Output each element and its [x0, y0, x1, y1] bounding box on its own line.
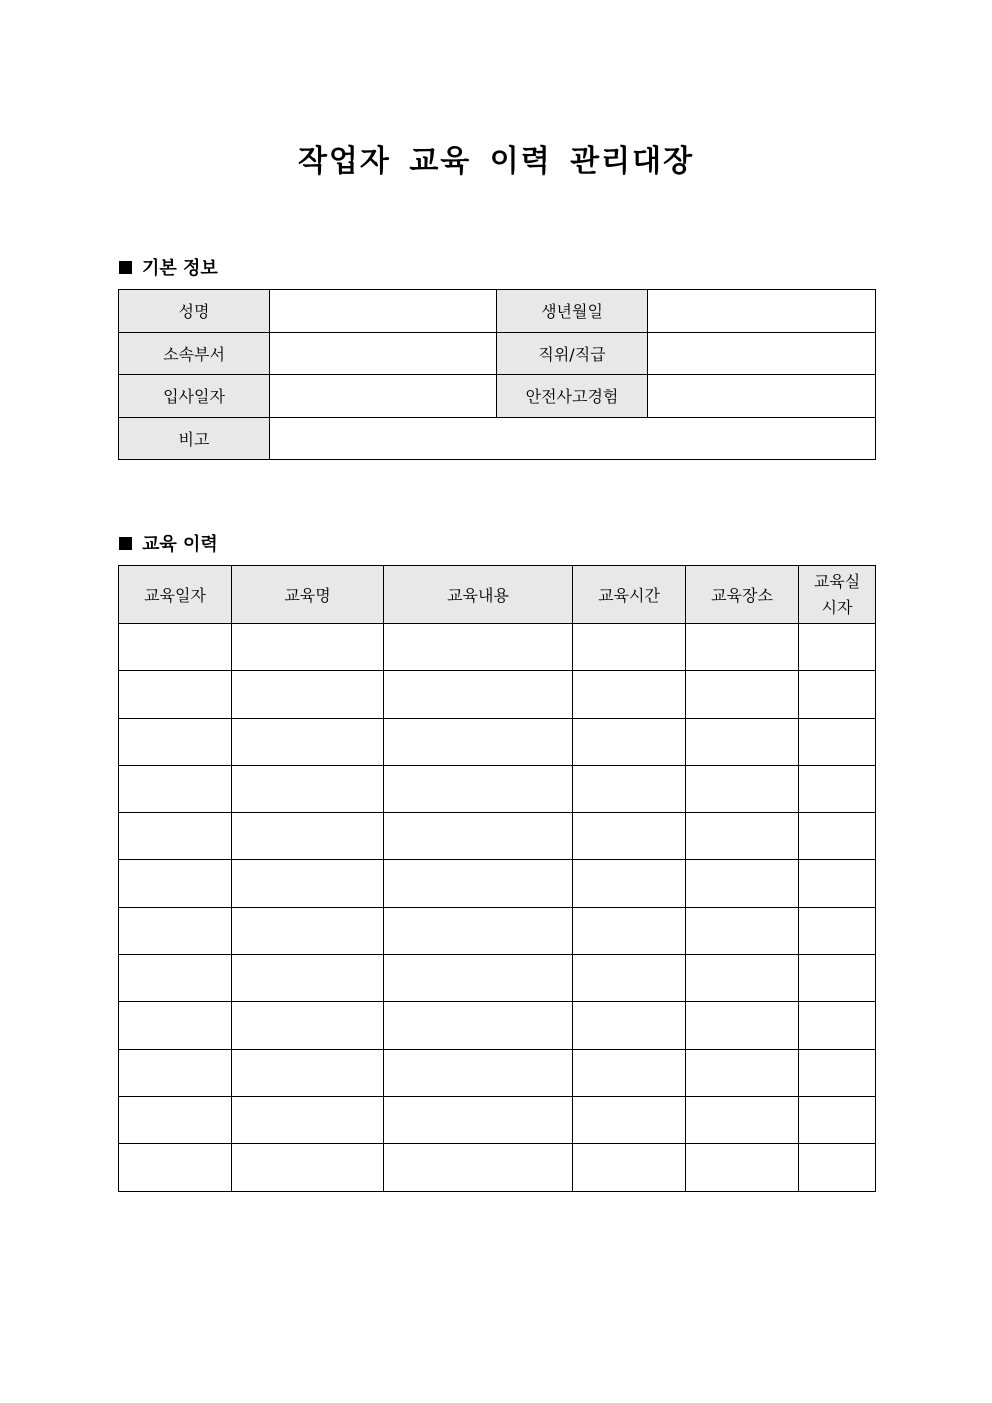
col-course-name: 교육명 — [232, 566, 384, 624]
cell-course-name[interactable] — [232, 1096, 384, 1143]
cell-location[interactable] — [686, 1049, 799, 1096]
col-instructor-line2: 시자 — [821, 597, 853, 617]
cell-content[interactable] — [384, 860, 573, 907]
cell-course-name[interactable] — [232, 955, 384, 1002]
table-row — [119, 765, 876, 812]
cell-hours[interactable] — [573, 671, 686, 718]
cell-date[interactable] — [119, 671, 232, 718]
cell-instructor[interactable] — [799, 671, 876, 718]
square-bullet-icon — [119, 537, 132, 550]
cell-hours[interactable] — [573, 813, 686, 860]
cell-instructor[interactable] — [799, 813, 876, 860]
education-table — [118, 565, 876, 1192]
cell-location[interactable] — [686, 955, 799, 1002]
basic-info-row — [119, 417, 876, 460]
cell-content[interactable] — [384, 671, 573, 718]
education-body — [119, 624, 876, 1192]
cell-hours[interactable] — [573, 1049, 686, 1096]
cell-content[interactable] — [384, 907, 573, 954]
cell-course-name[interactable] — [232, 1002, 384, 1049]
cell-course-name[interactable] — [232, 813, 384, 860]
cell-hours[interactable] — [573, 955, 686, 1002]
dept-label: 소속부서 — [119, 332, 270, 375]
cell-instructor[interactable] — [799, 907, 876, 954]
cell-course-name[interactable] — [232, 907, 384, 954]
cell-hours[interactable] — [573, 1144, 686, 1191]
cell-course-name[interactable] — [232, 765, 384, 812]
square-bullet-icon — [119, 261, 132, 274]
cell-course-name[interactable] — [232, 624, 384, 671]
col-location: 교육장소 — [686, 566, 799, 624]
cell-course-name[interactable] — [232, 1049, 384, 1096]
cell-hours[interactable] — [573, 624, 686, 671]
cell-content[interactable] — [384, 1049, 573, 1096]
position-field[interactable] — [648, 332, 876, 375]
accident-label: 안전사고경험 — [497, 375, 648, 418]
cell-instructor[interactable] — [799, 1049, 876, 1096]
cell-location[interactable] — [686, 1002, 799, 1049]
cell-content[interactable] — [384, 1096, 573, 1143]
position-label: 직위/직급 — [497, 332, 648, 375]
cell-instructor[interactable] — [799, 1096, 876, 1143]
cell-date[interactable] — [119, 765, 232, 812]
cell-content[interactable] — [384, 765, 573, 812]
dept-field[interactable] — [270, 332, 497, 375]
cell-date[interactable] — [119, 718, 232, 765]
cell-date[interactable] — [119, 1049, 232, 1096]
col-instructor-line1: 교육실 — [813, 571, 861, 591]
accident-field[interactable] — [648, 375, 876, 418]
cell-hours[interactable] — [573, 765, 686, 812]
cell-location[interactable] — [686, 907, 799, 954]
col-hours: 교육시간 — [573, 566, 686, 624]
table-row — [119, 1049, 876, 1096]
cell-content[interactable] — [384, 718, 573, 765]
basic-info-row — [119, 290, 876, 333]
education-heading-text: 교육 이력 — [142, 534, 218, 555]
cell-instructor[interactable] — [799, 718, 876, 765]
cell-instructor[interactable] — [799, 955, 876, 1002]
col-date: 교육일자 — [119, 566, 232, 624]
table-row — [119, 907, 876, 954]
cell-date[interactable] — [119, 860, 232, 907]
cell-instructor[interactable] — [799, 1002, 876, 1049]
name-field[interactable] — [270, 290, 497, 333]
hire-field[interactable] — [270, 375, 497, 418]
cell-location[interactable] — [686, 1096, 799, 1143]
col-instructor — [799, 566, 876, 624]
cell-course-name[interactable] — [232, 671, 384, 718]
table-row — [119, 718, 876, 765]
col-content: 교육내용 — [384, 566, 573, 624]
cell-content[interactable] — [384, 1002, 573, 1049]
education-heading — [119, 530, 218, 556]
cell-date[interactable] — [119, 955, 232, 1002]
table-row — [119, 671, 876, 718]
cell-course-name[interactable] — [232, 860, 384, 907]
cell-date[interactable] — [119, 907, 232, 954]
education-header-row — [119, 566, 876, 624]
table-row — [119, 860, 876, 907]
cell-hours[interactable] — [573, 1096, 686, 1143]
cell-content[interactable] — [384, 1144, 573, 1191]
hire-label: 입사일자 — [119, 375, 270, 418]
cell-instructor[interactable] — [799, 1144, 876, 1191]
birth-field[interactable] — [648, 290, 876, 333]
cell-location[interactable] — [686, 860, 799, 907]
basic-info-heading — [119, 254, 218, 280]
cell-course-name[interactable] — [232, 1144, 384, 1191]
cell-location[interactable] — [686, 813, 799, 860]
page-title: 작업자 교육 이력 관리대장 — [297, 144, 695, 179]
basic-info-row — [119, 332, 876, 375]
cell-date[interactable] — [119, 624, 232, 671]
cell-date[interactable] — [119, 813, 232, 860]
table-row — [119, 1096, 876, 1143]
cell-instructor[interactable] — [799, 860, 876, 907]
name-label: 성명 — [119, 290, 270, 333]
cell-location[interactable] — [686, 624, 799, 671]
cell-content[interactable] — [384, 624, 573, 671]
cell-location[interactable] — [686, 718, 799, 765]
basic-info-row — [119, 375, 876, 418]
cell-hours[interactable] — [573, 860, 686, 907]
cell-content[interactable] — [384, 955, 573, 1002]
cell-date[interactable] — [119, 1096, 232, 1143]
cell-location[interactable] — [686, 1144, 799, 1191]
cell-hours[interactable] — [573, 1002, 686, 1049]
table-row — [119, 624, 876, 671]
basic-info-table — [118, 289, 876, 460]
basic-info-heading-text: 기본 정보 — [142, 258, 218, 279]
cell-hours[interactable] — [573, 907, 686, 954]
cell-course-name[interactable] — [232, 718, 384, 765]
note-label: 비고 — [119, 417, 270, 460]
note-field[interactable] — [270, 417, 876, 460]
table-row — [119, 1144, 876, 1191]
cell-content[interactable] — [384, 813, 573, 860]
birth-label: 생년월일 — [497, 290, 648, 333]
table-row — [119, 955, 876, 1002]
table-row — [119, 813, 876, 860]
cell-date[interactable] — [119, 1144, 232, 1191]
cell-location[interactable] — [686, 765, 799, 812]
cell-location[interactable] — [686, 671, 799, 718]
cell-instructor[interactable] — [799, 624, 876, 671]
cell-date[interactable] — [119, 1002, 232, 1049]
table-row — [119, 1002, 876, 1049]
cell-instructor[interactable] — [799, 765, 876, 812]
cell-hours[interactable] — [573, 718, 686, 765]
